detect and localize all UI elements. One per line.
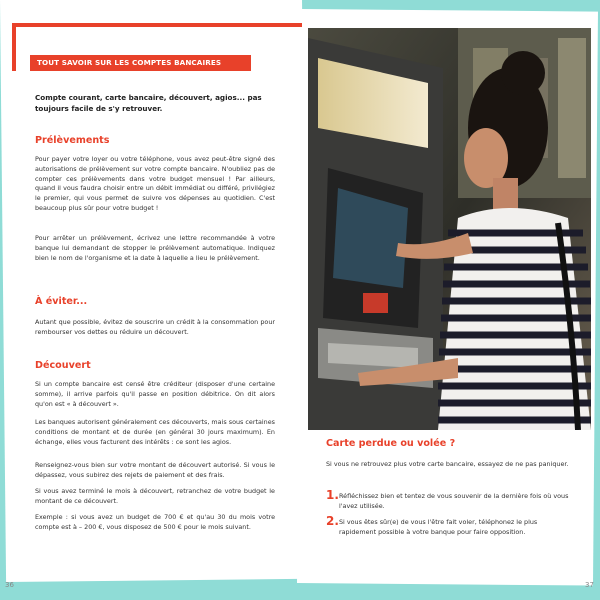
paragraph: Les banques autorisent généralement ces découverts, mais sous certaines conditions de montant et de durée (en général 30 jours maximum). En échange, elles vous facturent des intérêts : ce sont les agios.	[35, 418, 275, 446]
intro-text: Compte courant, carte bancaire, découvert, agios... pas toujours facile de s'y retrouver.	[35, 93, 262, 113]
heading-decouvert: Découvert	[35, 360, 91, 371]
paragraph: Exemple : si vous avez un budget de 700 € et qu'au 30 du mois votre compte est à – 200 €, vous disposez de 500 € pour le mois suivant.	[35, 513, 275, 531]
heading-a-eviter: À éviter...	[35, 296, 88, 307]
page-number-left: 36	[5, 581, 14, 589]
paragraph: Autant que possible, évitez de souscrire un crédit à la consommation pour rembourser vos dettes ou réduire un découvert.	[35, 318, 275, 336]
paragraph: Renseignez-vous bien sur votre montant de découvert autorisé. Si vous le dépassez, vous subirez des rejets de paiement et des frais.	[35, 461, 275, 479]
step-text: Réfléchissez bien et tentez de vous souvenir de la dernière fois où vous l'avez utilisée.	[339, 492, 569, 510]
heading-carte-perdue: Carte perdue ou volée ?	[326, 438, 456, 449]
paragraph: Pour arrêter un prélèvement, écrivez une lettre recommandée à votre banque lui demandant de stopper le prélèvement automatique. Indiquez bien le nom de l'organisme et la date à laquelle a lieu le prélèvement.	[35, 234, 275, 262]
paragraph: Si vous avez terminé le mois à découvert, retranchez de votre budget le montant de ce découvert.	[35, 487, 275, 505]
paragraph: Si un compte bancaire est censé être créditeur (disposer d'une certaine somme), il arrive parfois qu'il passe en position débitrice. On dit alors qu'on est « à découvert ».	[35, 380, 275, 408]
step-text: Si vous êtes sûr(e) de vous l'être fait voler, téléphonez le plus rapidement possible à votre banque pour faire opposition.	[339, 518, 538, 536]
page-number-right: 37	[585, 581, 594, 589]
step-number: 2.	[326, 514, 339, 528]
paragraph: Pour payer votre loyer ou votre téléphone, vous avez peut-être signé des autorisations de prélèvement sur votre compte bancaire. N'oubliez pas de compter ces prélèvements dans votre budget mensuel ! Par ailleurs, quand il vous faudra choisir entre un débit immédiat ou différé, privilégiez le premier, qui vous permet de suivre vos dépenses au quotidien. C'est beaucoup plus sûr pour votre budget !	[35, 155, 275, 212]
step-number: 1.	[326, 488, 339, 502]
corner-accent-bar	[12, 23, 302, 27]
paragraph: Si vous ne retrouvez plus votre carte bancaire, essayez de ne pas paniquer.	[326, 460, 569, 468]
atm-photo	[308, 28, 591, 430]
section-banner: TOUT SAVOIR SUR LES COMPTES BANCAIRES	[30, 55, 251, 71]
heading-prelevements: Prélèvements	[35, 135, 110, 146]
corner-accent-bar-vertical	[12, 23, 16, 71]
